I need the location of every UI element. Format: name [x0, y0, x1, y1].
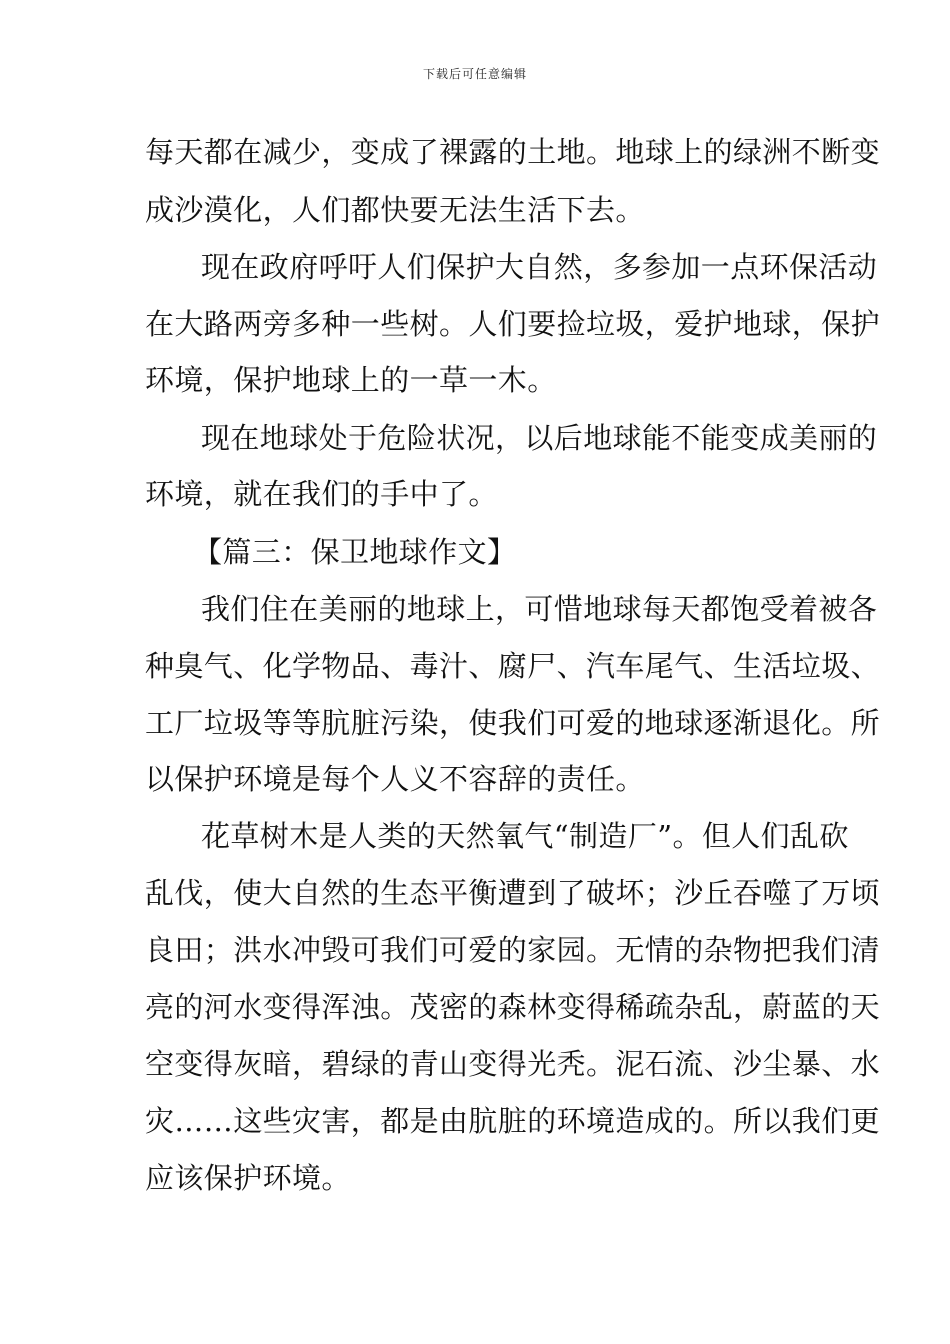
text-line: 成沙漠化，人们都快要无法生活下去。	[145, 193, 645, 227]
text-line: 应该保护环境。	[145, 1161, 351, 1195]
section-heading: 【篇三：保卫地球作文】	[193, 535, 517, 569]
paragraph-first-line: 现在地球处于危险状况，以后地球能不能变成美丽的	[201, 421, 878, 455]
text-line: 种臭气、化学物品、毒汁、腐尸、汽车尾气、生活垃圾、	[145, 649, 881, 683]
text-line: 在大路两旁多种一些树。人们要捡垃圾，爱护地球，保护	[145, 307, 881, 341]
paragraph-first-line: 我们住在美丽的地球上，可惜地球每天都饱受着被各	[201, 592, 878, 626]
text-line: 环境，就在我们的手中了。	[145, 477, 498, 511]
text-line: 工厂垃圾等等肮脏污染，使我们可爱的地球逐渐退化。所	[145, 706, 881, 740]
text-line: 亮的河水变得浑浊。茂密的森林变得稀疏杂乱，蔚蓝的天	[145, 990, 881, 1024]
text-line: 灾……这些灾害，都是由肮脏的环境造成的。所以我们更	[145, 1104, 881, 1138]
text-line: 环境，保护地球上的一草一木。	[145, 363, 557, 397]
text-line: 以保护环境是每个人义不容辞的责任。	[145, 762, 645, 796]
text-line: 每天都在减少，变成了裸露的土地。地球上的绿洲不断变	[145, 135, 881, 169]
text-line: 空变得灰暗，碧绿的青山变得光秃。泥石流、沙尘暴、水	[145, 1047, 881, 1081]
paragraph-first-line: 现在政府呼吁人们保护大自然，多参加一点环保活动	[201, 250, 878, 284]
text-line: 良田；洪水冲毁可我们可爱的家园。无情的杂物把我们清	[145, 933, 881, 967]
page-header: 下载后可任意编辑	[422, 67, 527, 81]
paragraph-first-line: 花草树木是人类的天然氧气“制造厂”。但人们乱砍	[201, 819, 849, 853]
text-line: 乱伐，使大自然的生态平衡遭到了破坏；沙丘吞噬了万顷	[145, 876, 881, 910]
